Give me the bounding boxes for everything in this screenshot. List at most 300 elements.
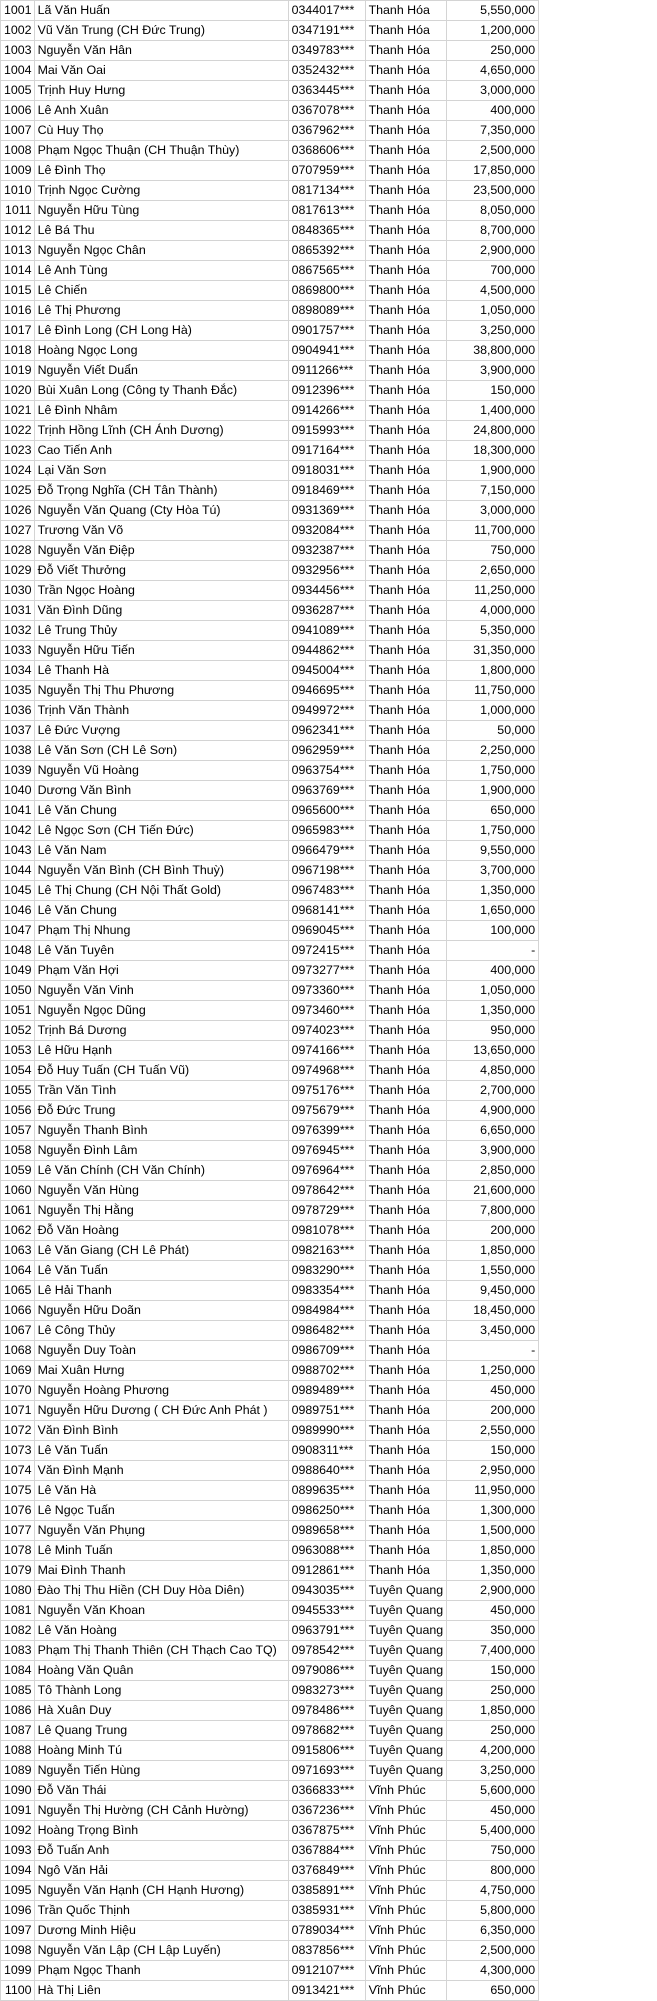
cell-name[interactable]: Đỗ Huy Tuấn (CH Tuấn Vũ)	[34, 1061, 288, 1081]
cell-id[interactable]: 1014	[1, 261, 35, 281]
cell-name[interactable]: Lê Văn Nam	[34, 841, 288, 861]
cell-amount[interactable]: 1,650,000	[447, 901, 539, 921]
cell-amount[interactable]: 800,000	[447, 1861, 539, 1881]
cell-province[interactable]: Vĩnh Phúc	[365, 1821, 447, 1841]
cell-id[interactable]: 1075	[1, 1481, 35, 1501]
cell-province[interactable]: Thanh Hóa	[365, 1061, 447, 1081]
cell-name[interactable]: Lê Đức Vượng	[34, 721, 288, 741]
cell-id[interactable]: 1067	[1, 1321, 35, 1341]
cell-name[interactable]: Lê Anh Xuân	[34, 101, 288, 121]
cell-phone[interactable]: 0913421***	[288, 1981, 365, 2001]
cell-id[interactable]: 1096	[1, 1901, 35, 1921]
cell-id[interactable]: 1032	[1, 621, 35, 641]
cell-province[interactable]: Thanh Hóa	[365, 361, 447, 381]
cell-id[interactable]: 1033	[1, 641, 35, 661]
cell-name[interactable]: Văn Đình Mạnh	[34, 1461, 288, 1481]
cell-amount[interactable]: 4,200,000	[447, 1741, 539, 1761]
cell-amount[interactable]: 9,450,000	[447, 1281, 539, 1301]
cell-id[interactable]: 1035	[1, 681, 35, 701]
cell-name[interactable]: Lê Hải Thanh	[34, 1281, 288, 1301]
cell-phone[interactable]: 0979086***	[288, 1661, 365, 1681]
cell-phone[interactable]: 0901757***	[288, 321, 365, 341]
cell-id[interactable]: 1077	[1, 1521, 35, 1541]
cell-id[interactable]: 1062	[1, 1221, 35, 1241]
cell-name[interactable]: Hoàng Minh Tú	[34, 1741, 288, 1761]
cell-phone[interactable]: 0973277***	[288, 961, 365, 981]
cell-phone[interactable]: 0967198***	[288, 861, 365, 881]
cell-amount[interactable]: 4,300,000	[447, 1961, 539, 1981]
cell-amount[interactable]: 700,000	[447, 261, 539, 281]
cell-province[interactable]: Thanh Hóa	[365, 241, 447, 261]
cell-province[interactable]: Thanh Hóa	[365, 561, 447, 581]
cell-province[interactable]: Thanh Hóa	[365, 1521, 447, 1541]
cell-id[interactable]: 1030	[1, 581, 35, 601]
cell-name[interactable]: Lê Văn Sơn (CH Lê Sơn)	[34, 741, 288, 761]
cell-id[interactable]: 1012	[1, 221, 35, 241]
cell-id[interactable]: 1078	[1, 1541, 35, 1561]
cell-province[interactable]: Thanh Hóa	[365, 21, 447, 41]
cell-name[interactable]: Lê Công Thủy	[34, 1321, 288, 1341]
cell-province[interactable]: Thanh Hóa	[365, 1421, 447, 1441]
cell-id[interactable]: 1042	[1, 821, 35, 841]
cell-province[interactable]: Thanh Hóa	[365, 181, 447, 201]
cell-province[interactable]: Thanh Hóa	[365, 821, 447, 841]
cell-province[interactable]: Thanh Hóa	[365, 121, 447, 141]
cell-id[interactable]: 1064	[1, 1261, 35, 1281]
cell-province[interactable]: Thanh Hóa	[365, 581, 447, 601]
cell-amount[interactable]: 250,000	[447, 1721, 539, 1741]
cell-province[interactable]: Thanh Hóa	[365, 141, 447, 161]
cell-amount[interactable]: 250,000	[447, 41, 539, 61]
cell-amount[interactable]: 400,000	[447, 961, 539, 981]
cell-phone[interactable]: 0366833***	[288, 1781, 365, 1801]
cell-name[interactable]: Vũ Văn Trung (CH Đức Trung)	[34, 21, 288, 41]
cell-name[interactable]: Mai Đình Thanh	[34, 1561, 288, 1581]
cell-province[interactable]: Thanh Hóa	[365, 641, 447, 661]
cell-id[interactable]: 1053	[1, 1041, 35, 1061]
cell-province[interactable]: Tuyên Quang	[365, 1661, 447, 1681]
cell-phone[interactable]: 0988702***	[288, 1361, 365, 1381]
cell-amount[interactable]: 3,900,000	[447, 361, 539, 381]
cell-id[interactable]: 1074	[1, 1461, 35, 1481]
cell-amount[interactable]: 1,850,000	[447, 1701, 539, 1721]
cell-id[interactable]: 1089	[1, 1761, 35, 1781]
cell-id[interactable]: 1039	[1, 761, 35, 781]
cell-id[interactable]: 1059	[1, 1161, 35, 1181]
cell-phone[interactable]: 0934456***	[288, 581, 365, 601]
cell-amount[interactable]: 1,850,000	[447, 1241, 539, 1261]
cell-province[interactable]: Thanh Hóa	[365, 301, 447, 321]
cell-phone[interactable]: 0931369***	[288, 501, 365, 521]
cell-amount[interactable]: 1,000,000	[447, 701, 539, 721]
cell-id[interactable]: 1038	[1, 741, 35, 761]
cell-name[interactable]: Nguyễn Thị Hằng	[34, 1201, 288, 1221]
cell-phone[interactable]: 0963769***	[288, 781, 365, 801]
cell-province[interactable]: Thanh Hóa	[365, 961, 447, 981]
cell-name[interactable]: Lê Ngọc Tuấn	[34, 1501, 288, 1521]
cell-id[interactable]: 1065	[1, 1281, 35, 1301]
cell-name[interactable]: Nguyễn Văn Hạnh (CH Hạnh Hương)	[34, 1881, 288, 1901]
cell-phone[interactable]: 0865392***	[288, 241, 365, 261]
cell-amount[interactable]: 150,000	[447, 1441, 539, 1461]
cell-name[interactable]: Lê Bá Thu	[34, 221, 288, 241]
cell-id[interactable]: 1015	[1, 281, 35, 301]
cell-id[interactable]: 1024	[1, 461, 35, 481]
cell-name[interactable]: Nguyễn Văn Quang (Cty Hòa Tú)	[34, 501, 288, 521]
cell-name[interactable]: Lê Đình Nhâm	[34, 401, 288, 421]
cell-phone[interactable]: 0968141***	[288, 901, 365, 921]
cell-amount[interactable]: 450,000	[447, 1601, 539, 1621]
cell-amount[interactable]: 1,300,000	[447, 1501, 539, 1521]
cell-name[interactable]: Văn Đình Dũng	[34, 601, 288, 621]
cell-amount[interactable]: 6,350,000	[447, 1921, 539, 1941]
cell-phone[interactable]: 0915993***	[288, 421, 365, 441]
cell-phone[interactable]: 0943035***	[288, 1581, 365, 1601]
cell-amount[interactable]: 11,950,000	[447, 1481, 539, 1501]
cell-amount[interactable]: 3,000,000	[447, 501, 539, 521]
cell-amount[interactable]: 7,800,000	[447, 1201, 539, 1221]
cell-amount[interactable]: 5,350,000	[447, 621, 539, 641]
cell-name[interactable]: Lê Thị Chung (CH Nội Thất Gold)	[34, 881, 288, 901]
cell-amount[interactable]: 750,000	[447, 1841, 539, 1861]
cell-amount[interactable]: 1,800,000	[447, 661, 539, 681]
cell-name[interactable]: Hà Thị Liên	[34, 1981, 288, 2001]
cell-amount[interactable]: 2,900,000	[447, 241, 539, 261]
cell-name[interactable]: Nguyễn Văn Vinh	[34, 981, 288, 1001]
cell-phone[interactable]: 0984984***	[288, 1301, 365, 1321]
cell-name[interactable]: Nguyễn Viết Duẩn	[34, 361, 288, 381]
cell-province[interactable]: Thanh Hóa	[365, 1481, 447, 1501]
cell-amount[interactable]: 5,800,000	[447, 1901, 539, 1921]
cell-phone[interactable]: 0974166***	[288, 1041, 365, 1061]
cell-province[interactable]: Tuyên Quang	[365, 1741, 447, 1761]
cell-phone[interactable]: 0982163***	[288, 1241, 365, 1261]
cell-phone[interactable]: 0949972***	[288, 701, 365, 721]
cell-province[interactable]: Thanh Hóa	[365, 481, 447, 501]
cell-province[interactable]: Tuyên Quang	[365, 1621, 447, 1641]
cell-name[interactable]: Lại Văn Sơn	[34, 461, 288, 481]
cell-phone[interactable]: 0983290***	[288, 1261, 365, 1281]
cell-phone[interactable]: 0976964***	[288, 1161, 365, 1181]
cell-amount[interactable]: 2,500,000	[447, 141, 539, 161]
cell-amount[interactable]: 7,350,000	[447, 121, 539, 141]
cell-id[interactable]: 1016	[1, 301, 35, 321]
cell-phone[interactable]: 0963754***	[288, 761, 365, 781]
cell-province[interactable]: Thanh Hóa	[365, 901, 447, 921]
cell-phone[interactable]: 0981078***	[288, 1221, 365, 1241]
cell-name[interactable]: Đỗ Viết Thưởng	[34, 561, 288, 581]
cell-name[interactable]: Nguyễn Thị Thu Phương	[34, 681, 288, 701]
cell-province[interactable]: Thanh Hóa	[365, 461, 447, 481]
cell-id[interactable]: 1037	[1, 721, 35, 741]
cell-province[interactable]: Vĩnh Phúc	[365, 1921, 447, 1941]
cell-phone[interactable]: 0817613***	[288, 201, 365, 221]
cell-amount[interactable]: 8,050,000	[447, 201, 539, 221]
cell-phone[interactable]: 0965600***	[288, 801, 365, 821]
cell-phone[interactable]: 0973360***	[288, 981, 365, 1001]
cell-province[interactable]: Thanh Hóa	[365, 721, 447, 741]
cell-id[interactable]: 1076	[1, 1501, 35, 1521]
cell-province[interactable]: Thanh Hóa	[365, 261, 447, 281]
cell-province[interactable]: Tuyên Quang	[365, 1721, 447, 1741]
cell-amount[interactable]: 1,200,000	[447, 21, 539, 41]
cell-id[interactable]: 1069	[1, 1361, 35, 1381]
cell-phone[interactable]: 0962959***	[288, 741, 365, 761]
cell-name[interactable]: Lê Trung Thủy	[34, 621, 288, 641]
cell-name[interactable]: Lê Anh Tùng	[34, 261, 288, 281]
cell-amount[interactable]: 3,450,000	[447, 1321, 539, 1341]
cell-name[interactable]: Nguyễn Hoàng Phương	[34, 1381, 288, 1401]
cell-id[interactable]: 1063	[1, 1241, 35, 1261]
cell-name[interactable]: Nguyễn Thị Hường (CH Cảnh Hường)	[34, 1801, 288, 1821]
cell-id[interactable]: 1093	[1, 1841, 35, 1861]
cell-province[interactable]: Thanh Hóa	[365, 701, 447, 721]
cell-name[interactable]: Lê Văn Giang (CH Lê Phát)	[34, 1241, 288, 1261]
cell-name[interactable]: Nguyễn Đình Lâm	[34, 1141, 288, 1161]
cell-name[interactable]: Đỗ Văn Hoàng	[34, 1221, 288, 1241]
cell-province[interactable]: Vĩnh Phúc	[365, 1961, 447, 1981]
cell-province[interactable]: Thanh Hóa	[365, 321, 447, 341]
cell-province[interactable]: Vĩnh Phúc	[365, 1861, 447, 1881]
cell-name[interactable]: Trịnh Bá Dương	[34, 1021, 288, 1041]
cell-name[interactable]: Trần Quốc Thịnh	[34, 1901, 288, 1921]
cell-phone[interactable]: 0898089***	[288, 301, 365, 321]
cell-id[interactable]: 1066	[1, 1301, 35, 1321]
cell-amount[interactable]: 3,250,000	[447, 1761, 539, 1781]
cell-amount[interactable]: 5,400,000	[447, 1821, 539, 1841]
cell-phone[interactable]: 0912861***	[288, 1561, 365, 1581]
cell-phone[interactable]: 0932956***	[288, 561, 365, 581]
cell-phone[interactable]: 0965983***	[288, 821, 365, 841]
cell-id[interactable]: 1011	[1, 201, 35, 221]
cell-name[interactable]: Lê Hữu Hạnh	[34, 1041, 288, 1061]
cell-phone[interactable]: 0918469***	[288, 481, 365, 501]
cell-id[interactable]: 1005	[1, 81, 35, 101]
cell-phone[interactable]: 0932084***	[288, 521, 365, 541]
cell-amount[interactable]: -	[447, 941, 539, 961]
cell-id[interactable]: 1021	[1, 401, 35, 421]
cell-amount[interactable]: 31,350,000	[447, 641, 539, 661]
cell-name[interactable]: Lê Văn Chung	[34, 901, 288, 921]
cell-amount[interactable]: 1,050,000	[447, 981, 539, 1001]
cell-id[interactable]: 1085	[1, 1681, 35, 1701]
cell-id[interactable]: 1090	[1, 1781, 35, 1801]
cell-phone[interactable]: 0867565***	[288, 261, 365, 281]
cell-province[interactable]: Thanh Hóa	[365, 1181, 447, 1201]
cell-phone[interactable]: 0367875***	[288, 1821, 365, 1841]
cell-id[interactable]: 1041	[1, 801, 35, 821]
cell-id[interactable]: 1061	[1, 1201, 35, 1221]
cell-province[interactable]: Thanh Hóa	[365, 841, 447, 861]
cell-id[interactable]: 1084	[1, 1661, 35, 1681]
cell-phone[interactable]: 0974968***	[288, 1061, 365, 1081]
cell-amount[interactable]: 150,000	[447, 381, 539, 401]
cell-phone[interactable]: 0983354***	[288, 1281, 365, 1301]
cell-phone[interactable]: 0973460***	[288, 1001, 365, 1021]
cell-id[interactable]: 1088	[1, 1741, 35, 1761]
cell-amount[interactable]: 1,350,000	[447, 881, 539, 901]
cell-phone[interactable]: 0963088***	[288, 1541, 365, 1561]
cell-name[interactable]: Nguyễn Tiến Hùng	[34, 1761, 288, 1781]
cell-phone[interactable]: 0978486***	[288, 1701, 365, 1721]
cell-amount[interactable]: 7,400,000	[447, 1641, 539, 1661]
cell-province[interactable]: Thanh Hóa	[365, 741, 447, 761]
cell-province[interactable]: Thanh Hóa	[365, 1101, 447, 1121]
cell-phone[interactable]: 0789034***	[288, 1921, 365, 1941]
cell-name[interactable]: Phạm Ngọc Thuận (CH Thuận Thùy)	[34, 141, 288, 161]
cell-id[interactable]: 1050	[1, 981, 35, 1001]
cell-province[interactable]: Thanh Hóa	[365, 661, 447, 681]
cell-amount[interactable]: 5,600,000	[447, 1781, 539, 1801]
cell-name[interactable]: Dương Văn Bình	[34, 781, 288, 801]
cell-phone[interactable]: 0911266***	[288, 361, 365, 381]
cell-id[interactable]: 1017	[1, 321, 35, 341]
cell-id[interactable]: 1079	[1, 1561, 35, 1581]
cell-phone[interactable]: 0966479***	[288, 841, 365, 861]
cell-province[interactable]: Vĩnh Phúc	[365, 1901, 447, 1921]
cell-id[interactable]: 1028	[1, 541, 35, 561]
cell-phone[interactable]: 0367962***	[288, 121, 365, 141]
cell-phone[interactable]: 0908311***	[288, 1441, 365, 1461]
cell-amount[interactable]: 1,250,000	[447, 1361, 539, 1381]
cell-id[interactable]: 1073	[1, 1441, 35, 1461]
cell-phone[interactable]: 0932387***	[288, 541, 365, 561]
cell-id[interactable]: 1025	[1, 481, 35, 501]
cell-id[interactable]: 1080	[1, 1581, 35, 1601]
cell-phone[interactable]: 0988640***	[288, 1461, 365, 1481]
cell-province[interactable]: Vĩnh Phúc	[365, 1841, 447, 1861]
cell-phone[interactable]: 0912107***	[288, 1961, 365, 1981]
cell-name[interactable]: Nguyễn Văn Hân	[34, 41, 288, 61]
cell-id[interactable]: 1009	[1, 161, 35, 181]
cell-phone[interactable]: 0978729***	[288, 1201, 365, 1221]
cell-phone[interactable]: 0817134***	[288, 181, 365, 201]
cell-name[interactable]: Hà Xuân Duy	[34, 1701, 288, 1721]
cell-name[interactable]: Hoàng Trọng Bình	[34, 1821, 288, 1841]
cell-id[interactable]: 1003	[1, 41, 35, 61]
cell-amount[interactable]: 2,850,000	[447, 1161, 539, 1181]
cell-phone[interactable]: 0975679***	[288, 1101, 365, 1121]
cell-province[interactable]: Thanh Hóa	[365, 801, 447, 821]
cell-name[interactable]: Hoàng Ngọc Long	[34, 341, 288, 361]
cell-province[interactable]: Vĩnh Phúc	[365, 1881, 447, 1901]
cell-name[interactable]: Ngô Văn Hải	[34, 1861, 288, 1881]
cell-phone[interactable]: 0385891***	[288, 1881, 365, 1901]
cell-name[interactable]: Trịnh Huy Hưng	[34, 81, 288, 101]
cell-id[interactable]: 1072	[1, 1421, 35, 1441]
cell-id[interactable]: 1055	[1, 1081, 35, 1101]
cell-id[interactable]: 1013	[1, 241, 35, 261]
cell-name[interactable]: Nguyễn Hữu Dương ( CH Đức Anh Phát )	[34, 1401, 288, 1421]
cell-id[interactable]: 1026	[1, 501, 35, 521]
cell-province[interactable]: Thanh Hóa	[365, 1001, 447, 1021]
cell-province[interactable]: Thanh Hóa	[365, 1281, 447, 1301]
cell-province[interactable]: Thanh Hóa	[365, 861, 447, 881]
cell-province[interactable]: Thanh Hóa	[365, 1461, 447, 1481]
cell-id[interactable]: 1046	[1, 901, 35, 921]
cell-name[interactable]: Lê Văn Tuyên	[34, 941, 288, 961]
cell-phone[interactable]: 0967483***	[288, 881, 365, 901]
cell-amount[interactable]: 1,050,000	[447, 301, 539, 321]
cell-name[interactable]: Đỗ Văn Thái	[34, 1781, 288, 1801]
cell-amount[interactable]: 3,250,000	[447, 321, 539, 341]
cell-amount[interactable]: 2,650,000	[447, 561, 539, 581]
cell-amount[interactable]: 450,000	[447, 1381, 539, 1401]
cell-phone[interactable]: 0912396***	[288, 381, 365, 401]
cell-amount[interactable]: 3,900,000	[447, 1141, 539, 1161]
cell-phone[interactable]: 0986482***	[288, 1321, 365, 1341]
cell-amount[interactable]: 750,000	[447, 541, 539, 561]
cell-name[interactable]: Trịnh Hồng Lĩnh (CH Ánh Dương)	[34, 421, 288, 441]
cell-phone[interactable]: 0848365***	[288, 221, 365, 241]
cell-name[interactable]: Lê Minh Tuấn	[34, 1541, 288, 1561]
cell-amount[interactable]: 3,000,000	[447, 81, 539, 101]
cell-amount[interactable]: 1,900,000	[447, 461, 539, 481]
cell-amount[interactable]: 18,300,000	[447, 441, 539, 461]
cell-id[interactable]: 1051	[1, 1001, 35, 1021]
cell-name[interactable]: Nguyễn Thanh Bình	[34, 1121, 288, 1141]
cell-phone[interactable]: 0962341***	[288, 721, 365, 741]
cell-phone[interactable]: 0963791***	[288, 1621, 365, 1641]
cell-province[interactable]: Tuyên Quang	[365, 1601, 447, 1621]
cell-amount[interactable]: 4,850,000	[447, 1061, 539, 1081]
cell-phone[interactable]: 0349783***	[288, 41, 365, 61]
cell-phone[interactable]: 0975176***	[288, 1081, 365, 1101]
cell-id[interactable]: 1071	[1, 1401, 35, 1421]
cell-id[interactable]: 1057	[1, 1121, 35, 1141]
cell-name[interactable]: Lê Văn Tuấn	[34, 1441, 288, 1461]
cell-amount[interactable]: 2,500,000	[447, 1941, 539, 1961]
cell-id[interactable]: 1094	[1, 1861, 35, 1881]
cell-name[interactable]: Lã Văn Huấn	[34, 1, 288, 21]
cell-name[interactable]: Dương Minh Hiệu	[34, 1921, 288, 1941]
cell-name[interactable]: Lê Văn Hà	[34, 1481, 288, 1501]
cell-name[interactable]: Lê Thị Phương	[34, 301, 288, 321]
cell-province[interactable]: Thanh Hóa	[365, 1081, 447, 1101]
cell-id[interactable]: 1045	[1, 881, 35, 901]
cell-province[interactable]: Tuyên Quang	[365, 1761, 447, 1781]
cell-phone[interactable]: 0899635***	[288, 1481, 365, 1501]
cell-amount[interactable]: 50,000	[447, 721, 539, 741]
cell-province[interactable]: Vĩnh Phúc	[365, 1941, 447, 1961]
cell-id[interactable]: 1019	[1, 361, 35, 381]
cell-amount[interactable]: 200,000	[447, 1221, 539, 1241]
cell-phone[interactable]: 0971693***	[288, 1761, 365, 1781]
cell-amount[interactable]: 2,700,000	[447, 1081, 539, 1101]
cell-id[interactable]: 1098	[1, 1941, 35, 1961]
cell-amount[interactable]: 3,700,000	[447, 861, 539, 881]
cell-amount[interactable]: 1,350,000	[447, 1001, 539, 1021]
cell-name[interactable]: Đỗ Trọng Nghĩa (CH Tân Thành)	[34, 481, 288, 501]
cell-name[interactable]: Nguyễn Hữu Doãn	[34, 1301, 288, 1321]
cell-id[interactable]: 1031	[1, 601, 35, 621]
cell-name[interactable]: Nguyễn Văn Phụng	[34, 1521, 288, 1541]
cell-name[interactable]: Nguyễn Văn Bình (CH Bình Thuỳ)	[34, 861, 288, 881]
cell-province[interactable]: Thanh Hóa	[365, 1221, 447, 1241]
cell-id[interactable]: 1095	[1, 1881, 35, 1901]
cell-name[interactable]: Đỗ Đức Trung	[34, 1101, 288, 1121]
cell-province[interactable]: Thanh Hóa	[365, 521, 447, 541]
cell-phone[interactable]: 0915806***	[288, 1741, 365, 1761]
cell-province[interactable]: Thanh Hóa	[365, 1141, 447, 1161]
cell-amount[interactable]: -	[447, 1341, 539, 1361]
cell-amount[interactable]: 1,400,000	[447, 401, 539, 421]
cell-name[interactable]: Lê Văn Hoàng	[34, 1621, 288, 1641]
cell-amount[interactable]: 2,550,000	[447, 1421, 539, 1441]
cell-province[interactable]: Thanh Hóa	[365, 1541, 447, 1561]
cell-phone[interactable]: 0983273***	[288, 1681, 365, 1701]
cell-amount[interactable]: 11,250,000	[447, 581, 539, 601]
